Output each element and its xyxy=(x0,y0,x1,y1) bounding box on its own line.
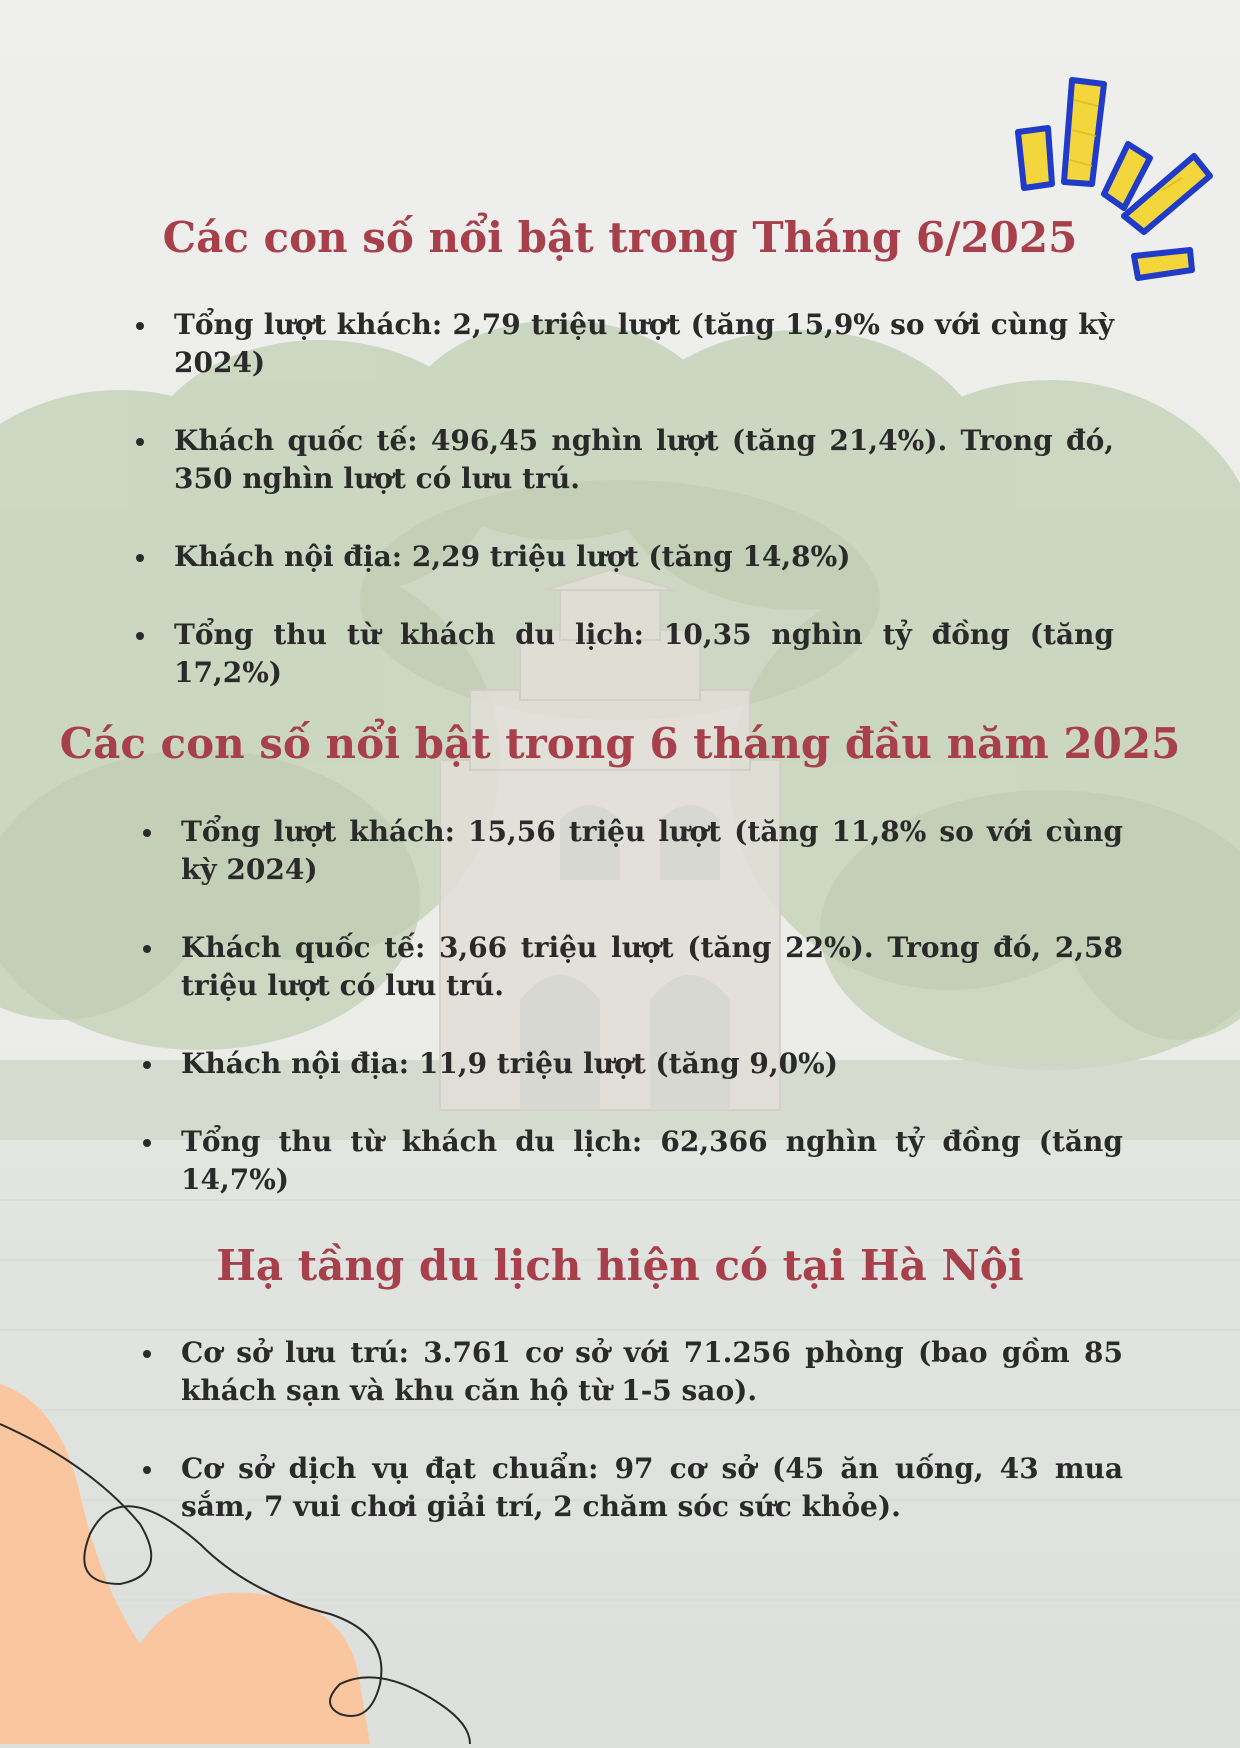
list-item: Cơ sở lưu trú: 3.761 cơ sở với 71.256 phòng (bao gồm 85 khách sạn và khu căn hộ từ 1-5 sao). xyxy=(181,1334,1123,1410)
list-item: Khách quốc tế: 496,45 nghìn lượt (tăng 21,4%). Trong đó, 350 nghìn lượt có lưu trú. xyxy=(174,422,1114,498)
section-title-infrastructure: Hạ tầng du lịch hiện có tại Hà Nội xyxy=(216,1241,1024,1290)
bullet-list-six-months xyxy=(181,813,1123,1239)
list-item: Khách nội địa: 2,29 triệu lượt (tăng 14,8%) xyxy=(174,538,1114,576)
bullet-list-june xyxy=(174,306,1114,732)
bullet-list-infrastructure xyxy=(181,1334,1123,1566)
list-item: Tổng lượt khách: 2,79 triệu lượt (tăng 15,9% so với cùng kỳ 2024) xyxy=(174,306,1114,382)
section-title-june: Các con số nổi bật trong Tháng 6/2025 xyxy=(162,213,1078,262)
list-item: Tổng lượt khách: 15,56 triệu lượt (tăng 11,8% so với cùng kỳ 2024) xyxy=(181,813,1123,889)
list-item: Tổng thu từ khách du lịch: 10,35 nghìn tỷ đồng (tăng 17,2%) xyxy=(174,616,1114,692)
list-item: Tổng thu từ khách du lịch: 62,366 nghìn tỷ đồng (tăng 14,7%) xyxy=(181,1123,1123,1199)
section-title-six-months: Các con số nổi bật trong 6 tháng đầu năm 2025 xyxy=(59,719,1181,768)
list-item: Khách nội địa: 11,9 triệu lượt (tăng 9,0%) xyxy=(181,1045,1123,1083)
list-item: Khách quốc tế: 3,66 triệu lượt (tăng 22%). Trong đó, 2,58 triệu lượt có lưu trú. xyxy=(181,929,1123,1005)
list-item: Cơ sở dịch vụ đạt chuẩn: 97 cơ sở (45 ăn uống, 43 mua sắm, 7 vui chơi giải trí, 2 chăm sóc sức khỏe). xyxy=(181,1450,1123,1526)
